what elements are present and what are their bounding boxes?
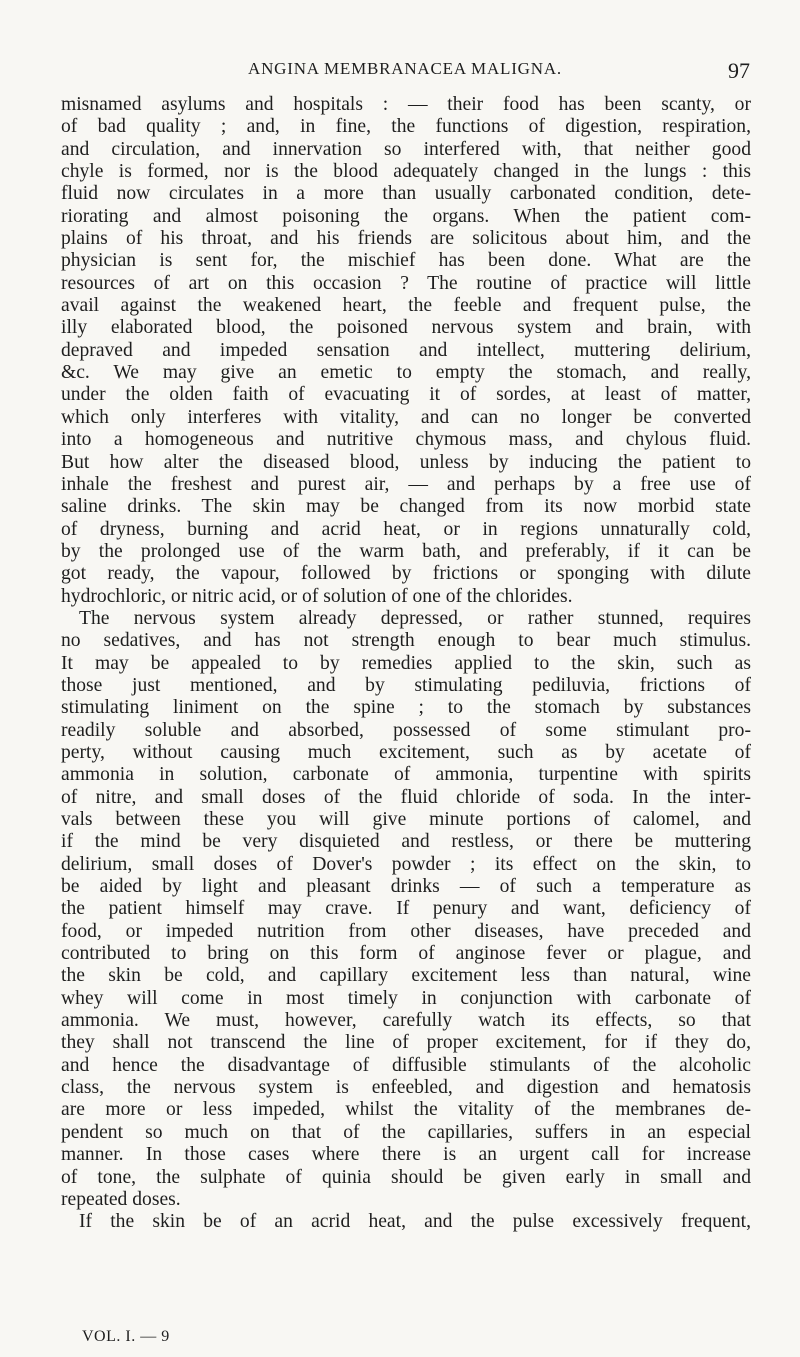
text-line: &c. We may give an emetic to empty the stomach, and really, xyxy=(61,362,751,384)
text-line: resources of art on this occasion ? The routine of practice will little xyxy=(61,272,751,294)
text-line: whey will come in most timely in conjunction with carbonate of xyxy=(61,987,751,1009)
text-line: by the prolonged use of the warm bath, and preferably, if it can be xyxy=(61,540,751,562)
text-line: got ready, the vapour, followed by frictions or sponging with dilute xyxy=(61,563,751,585)
running-title: ANGINA MEMBRANACEA MALIGNA. xyxy=(248,59,562,78)
text-line: repeated doses. xyxy=(61,1188,181,1210)
text-line: saline drinks. The skin may be changed from its now morbid state xyxy=(61,496,751,518)
paragraph-start-line: The nervous system already depressed, or rather stunned, requires xyxy=(79,607,751,629)
text-line: they shall not transcend the line of proper excitement, for if they do, xyxy=(61,1032,751,1054)
text-line: But how alter the diseased blood, unless by inducing the patient to xyxy=(61,451,751,473)
text-line: ammonia. We must, however, carefully watch its effects, so that xyxy=(61,1010,751,1032)
text-line: of tone, the sulphate of quinia should be given early in small and xyxy=(61,1166,751,1188)
text-line: of nitre, and small doses of the fluid chloride of soda. In the inter- xyxy=(61,786,751,808)
text-line: illy elaborated blood, the poisoned nervous system and brain, with xyxy=(61,317,751,339)
text-line: class, the nervous system is enfeebled, and digestion and hematosis xyxy=(61,1077,751,1099)
text-line: fluid now circulates in a more than usually carbonated condition, dete- xyxy=(61,183,751,205)
text-line: food, or impeded nutrition from other diseases, have preceded and xyxy=(61,920,751,942)
text-line: readily soluble and absorbed, possessed of some stimulant pro- xyxy=(61,719,751,741)
text-line: under the olden faith of evacuating it of sordes, at least of matter, xyxy=(61,384,751,406)
text-line: manner. In those cases where there is an urgent call for increase xyxy=(61,1144,751,1166)
text-line: avail against the weakened heart, the feeble and frequent pulse, the xyxy=(61,295,751,317)
text-line: misnamed asylums and hospitals : — their food has been scanty, or xyxy=(61,94,751,115)
text-line: pendent so much on that of the capillaries, suffers in an especial xyxy=(61,1121,751,1143)
text-line: and hence the disadvantage of diffusible stimulants of the alcoholic xyxy=(61,1054,751,1076)
running-head xyxy=(60,54,750,84)
text-line: physician is sent for, the mischief has been done. What are the xyxy=(61,250,751,272)
signature-mark: VOL. I. — 9 xyxy=(82,1328,170,1345)
text-line: those just mentioned, and by stimulating pediluvia, frictions of xyxy=(61,674,751,696)
text-line: vals between these you will give minute portions of calomel, and xyxy=(61,809,751,830)
text-line: into a homogeneous and nutritive chymous mass, and chylous fluid. xyxy=(61,429,751,451)
text-line: of bad quality ; and, in fine, the functions of digestion, respiration, xyxy=(61,116,751,138)
text-line: stimulating liniment on the spine ; to the stomach by substances xyxy=(61,697,751,719)
body-text xyxy=(61,94,751,1234)
text-line: depraved and impeded sensation and intellect, muttering delirium, xyxy=(61,339,751,361)
text-line: contributed to bring on this form of anginose fever or plague, and xyxy=(61,943,751,965)
text-line: chyle is formed, nor is the blood adequately changed in the lungs : this xyxy=(61,161,751,183)
text-line: inhale the freshest and purest air, — and perhaps by a free use of xyxy=(61,473,751,495)
text-line: It may be appealed to by remedies applied to the skin, such as xyxy=(61,652,751,674)
text-line: no sedatives, and has not strength enough to bear much stimulus. xyxy=(61,630,751,652)
text-line: delirium, small doses of Dover's powder ; its effect on the skin, to xyxy=(61,853,751,875)
text-line: of dryness, burning and acrid heat, or in regions unnaturally cold, xyxy=(61,518,751,540)
text-line: and circulation, and innervation so interfered with, that neither good xyxy=(61,138,751,160)
paragraph-start-line: If the skin be of an acrid heat, and the pulse excessively frequent, xyxy=(79,1211,751,1233)
text-line: perty, without causing much excitement, such as by acetate of xyxy=(61,741,751,763)
text-line: be aided by light and pleasant drinks — of such a temperature as xyxy=(61,876,751,898)
text-line: riorating and almost poisoning the organs. When the patient com- xyxy=(61,205,751,227)
text-line: hydrochloric, or nitric acid, or of solution of one of the chlorides. xyxy=(61,585,573,607)
text-line: plains of his throat, and his friends are solicitous about him, and the xyxy=(61,228,751,250)
text-line: if the mind be very disquieted and restless, or there be muttering xyxy=(61,831,751,853)
text-line: are more or less impeded, whilst the vitality of the membranes de- xyxy=(61,1099,751,1121)
text-line: which only interferes with vitality, and can no longer be converted xyxy=(61,406,751,428)
text-line: the skin be cold, and capillary excitement less than natural, wine xyxy=(61,965,751,987)
text-line: ammonia in solution, carbonate of ammonia, turpentine with spirits xyxy=(61,764,751,786)
page-number: 97 xyxy=(728,58,750,83)
text-line: the patient himself may crave. If penury and want, deficiency of xyxy=(61,898,751,920)
